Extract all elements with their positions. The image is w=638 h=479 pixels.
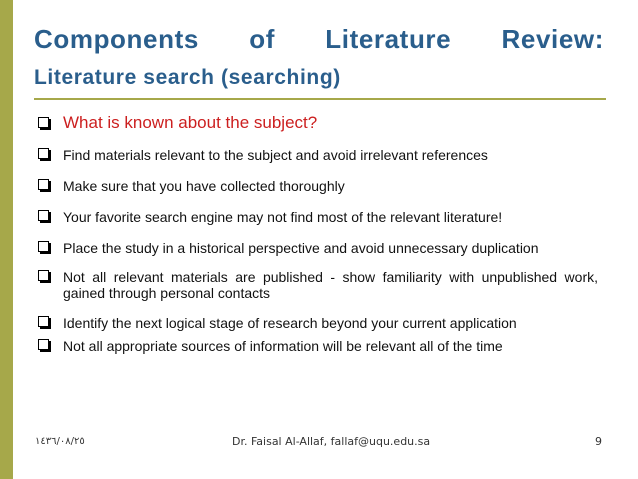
bullet-text: Not all relevant materials are published - show familiarity with unpublished work, gained through personal contacts <box>63 269 598 301</box>
bullet-item <box>38 209 598 225</box>
bullet-item <box>38 147 598 163</box>
slide-title: Components of Literature Review: <box>34 24 604 54</box>
square-bullet-icon <box>38 241 49 252</box>
square-bullet-icon <box>38 339 49 350</box>
square-bullet-icon <box>38 270 49 281</box>
title-divider <box>34 98 606 100</box>
bullet-item <box>38 269 598 301</box>
bullet-item <box>38 240 598 256</box>
left-accent-bar <box>0 0 13 479</box>
footer-author: Dr. Faisal Al-Allaf, fallaf@uqu.edu.sa <box>232 435 431 448</box>
bullet-item <box>38 178 598 194</box>
slide-subtitle: Literature search (searching) <box>34 66 341 89</box>
bullet-text: Find materials relevant to the subject and avoid irrelevant references <box>63 147 488 163</box>
square-bullet-icon <box>38 179 49 190</box>
bullet-text: Place the study in a historical perspective and avoid unnecessary duplication <box>63 240 539 256</box>
footer-date: ١٤٣٦/٠٨/٢٥ <box>35 436 85 447</box>
bullet-item <box>38 315 598 331</box>
bullet-text: Your favorite search engine may not find most of the relevant literature! <box>63 209 503 225</box>
bullet-text: What is known about the subject? <box>63 113 318 132</box>
bullet-list <box>38 113 598 354</box>
bullet-item <box>38 113 598 133</box>
square-bullet-icon <box>38 117 49 128</box>
bullet-text: Identify the next logical stage of research beyond your current application <box>63 315 517 331</box>
bullet-text: Make sure that you have collected thoroughly <box>63 178 345 194</box>
square-bullet-icon <box>38 210 49 221</box>
square-bullet-icon <box>38 316 49 327</box>
page-number: 9 <box>595 435 602 448</box>
bullet-text: Not all appropriate sources of information will be relevant all of the time <box>63 338 503 354</box>
square-bullet-icon <box>38 148 49 159</box>
bullet-item <box>38 338 598 354</box>
